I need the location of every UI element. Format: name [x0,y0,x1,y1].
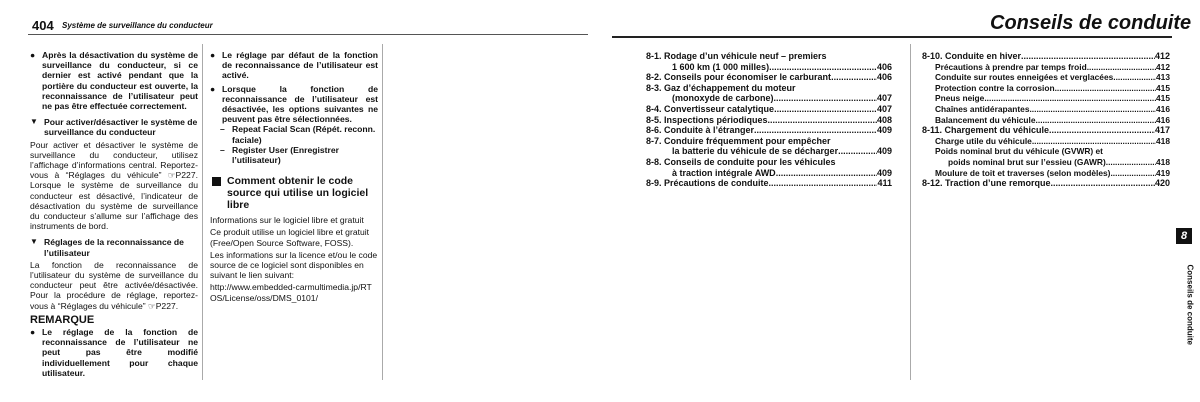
toc-entry-page: 411 [877,178,892,189]
toc-entry-label: Conduite sur routes enneigées et verglacées [935,72,1114,83]
toc-entry-page: 415 [1156,93,1170,104]
toc-entry-page: 413 [1156,72,1170,83]
toc-entry [922,168,1170,179]
subsection-title: Pour activer/désactiver le système de surveillance du conducteur [44,117,198,138]
toc-entry-page: 412 [1156,61,1170,72]
toc-entry-page: 409 [876,125,892,136]
dash-item: – Repeat Facial Scan (Répét. reconn. faciale) [220,124,378,144]
toc-entry-label: 8-9. Précautions de conduite [646,178,769,189]
toc-leader-dots [769,62,877,73]
toc-leader-dots [1029,104,1156,115]
toc-leader-dots [838,146,877,157]
toc-entry-label: à traction intégrale AWD [672,167,776,178]
toc-entry-page: 409 [876,146,892,157]
toc-entry-label: la batterie du véhicule de se décharger [672,146,839,157]
toc-entry [922,146,1170,157]
toc-leader-dots [831,72,877,83]
toc-entry [646,104,892,115]
toc-leader-dots [1051,178,1155,189]
heading-text: Comment obtenir le code source qui utilise un logiciel libre [227,175,369,212]
toc-entry-label: Charge utile du véhicule [935,135,1032,146]
toc-leader-dots [768,115,877,126]
toc-entry-page: 412 [1154,51,1170,61]
toc-entry-page: 408 [876,114,892,125]
toc-entry-label: 1 600 km (1 000 milles) [672,61,770,72]
toc-leader-dots [776,168,877,179]
column-divider [910,44,911,380]
toc-entry-page: 419 [1156,167,1170,178]
bullet-icon: ● [210,50,216,60]
toc-entry-label: 8-2. Conseils pour économiser le carburant [646,72,832,83]
toc-entry-label: 8-3. Gaz d’échappement du moteur [646,82,796,93]
toc-entry-page: 406 [876,72,892,83]
subsection-title: Réglages de la reconnaissance de l’utilisateur [44,237,184,258]
toc-leader-dots [984,93,1156,104]
toc-entry-label: 8-4. Convertisseur catalytique [646,103,775,114]
triangle-down-icon: ▼ [30,237,38,247]
column-divider [202,44,203,380]
toc-leader-dots [1110,168,1156,179]
square-bullet-icon [212,177,221,186]
toc-entry [646,136,892,147]
toc-entry [922,115,1170,126]
paragraph: Les informations sur la licence et/ou le code source de ce logiciel sont disponibles en suivant le lien suivant: [210,249,378,281]
toc-leader-dots [774,104,877,115]
bullet-item [30,50,198,111]
bullet-item [210,84,378,125]
toc-leader-dots [774,93,877,104]
page-number: 404 [32,18,54,33]
dash-item: – Register User (Enregistrer l’utilisateur) [220,145,378,165]
column-divider [382,44,383,380]
toc-entry-page: 409 [876,167,892,178]
toc-entry-label: Balancement du véhicule [935,114,1036,125]
toc-leader-dots [1113,72,1156,83]
paragraph: La fonction de reconnaissance de l’utilisateur du système de surveillance du conducteur peut être activée/désactivée. Pour la procédure de réglage, reportez-vous à “Réglages du véhicule” ☞P227. [30,259,198,311]
toc-entry-label: 8-1. Rodage d’un véhicule neuf – premiers [646,51,827,61]
toc-leader-dots [754,125,877,136]
toc-entry [646,168,892,179]
toc-entry [922,62,1170,73]
toc-entry [646,83,892,94]
left-column-2 [210,50,378,305]
toc-leader-dots [1021,51,1155,62]
toc-entry-page: 420 [1154,178,1170,189]
toc-entry [922,157,1170,168]
toc-entry-page: 406 [876,61,892,72]
section-title: Système de surveillance du conducteur [62,21,213,30]
toc-leader-dots [1036,115,1156,126]
toc-entry-label: (monoxyde de carbone) [672,93,774,104]
toc-entry [922,104,1170,115]
toc-entry-label: Pneus neige [935,93,985,104]
toc-entry-page: 417 [1154,125,1170,136]
header-rule [28,34,588,35]
toc-leader-dots [1049,125,1155,136]
toc-entry-page: 415 [1156,82,1170,93]
toc-entry-page: 418 [1156,156,1170,167]
paragraph: Informations sur le logiciel libre et gratuit [210,215,364,226]
toc-entry-page: 407 [876,93,892,104]
toc-entry-label: 8-10. Conduite en hiver [922,51,1022,61]
toc-column-2 [922,51,1170,189]
toc-leader-dots [1087,62,1156,73]
bullet-text: Après la désactivation du système de surveillance du conducteur, si ce dernier est activé pendant que la portière du conducteur est ouverte, la reconnaissance de l’utilisateur peut ne pas être effectuée correctement. [42,50,198,112]
toc-entry-page: 418 [1156,135,1170,146]
bullet-icon: ● [210,83,216,94]
toc-entry-label: 8-12. Traction d’une remorque [922,178,1051,189]
bullet-icon: ● [30,50,36,60]
toc-entry-label: Moulure de toit et traverses (selon modèles) [935,167,1111,178]
toc-entry-label: 8-6. Conduite à l’étranger [646,125,755,136]
toc-entry [646,178,892,189]
toc-entry [922,72,1170,83]
triangle-down-icon: ▼ [30,117,38,127]
bullet-text: Lorsque la fonction de reconnaissance de l’utilisateur est désactivée, les options suivantes ne peuvent pas être sélectionnées. [222,83,378,125]
dash-text: Repeat Facial Scan (Répét. reconn. faciale) [232,124,376,145]
toc-entry [922,51,1170,62]
toc-entry [922,136,1170,147]
toc-entry-page: 407 [876,103,892,114]
toc-entry-label: Protection contre la corrosion [935,82,1055,93]
paragraph: Pour activer et désactiver le système de surveillance du conducteur, utilisez l’affichage d’informations central. Reportez-vous à “Réglages du véhicule” ☞P227. Lorsque le système de surveillance du conducteur est désactivé, l’indicateur de désactivation du système de surveillance du conducteur s’allume sur l’affichage des instruments de bord. [30,139,198,232]
toc-entry-label: 8-8. Conseils de conduite pour les véhicules [646,156,836,167]
toc-entry [922,93,1170,104]
toc-entry [646,62,892,73]
toc-entry-label: poids nominal brut sur l’essieu (GAWR) [948,156,1106,167]
header-rule [612,36,1172,38]
toc-entry-label: 8-7. Conduire fréquemment pour empêcher [646,135,831,146]
license-link: http://www.embedded-carmultimedia.jp/RTOS/License/oss/DMS_0101/ [210,282,372,303]
toc-entry-label: 8-5. Inspections périodiques [646,114,768,125]
toc-entry [646,146,892,157]
bullet-icon: ● [30,327,36,338]
toc-entry [646,157,892,168]
toc-entry [646,125,892,136]
toc-leader-dots [1055,83,1156,94]
toc-column-1 [646,51,892,189]
bullet-item [210,50,378,81]
toc-entry-label: 8-11. Chargement du véhicule [922,125,1050,136]
chapter-tab: 8 [1176,228,1192,244]
toc-entry [922,125,1170,136]
toc-entry-page: 416 [1156,114,1170,125]
subsection-heading [30,117,198,137]
toc-entry [646,51,892,62]
toc-entry [646,72,892,83]
subsection-heading [30,237,198,257]
bullet-item [30,327,198,378]
toc-entry [646,93,892,104]
toc-entry [646,115,892,126]
toc-entry-label: Chaînes antidérapantes [935,103,1030,114]
toc-entry [922,178,1170,189]
side-chapter-label: Conseils de conduite [1185,264,1195,345]
chapter-title: Conseils de conduite [990,12,1192,34]
paragraph: Ce produit utilise un logiciel libre et gratuit (Free/Open Source Software, FOSS). [210,227,370,248]
toc-entry-label: Précautions à prendre par temps froid [935,61,1087,72]
dash-text: Register User (Enregistrer l’utilisateur) [232,144,339,166]
toc-leader-dots [1106,157,1156,168]
toc-entry-page: 416 [1156,103,1170,114]
toc-leader-dots [769,178,878,189]
left-column-1 [30,50,198,381]
toc-entry-label: Poids nominal brut du véhicule (GVWR) et [935,146,1103,157]
bullet-text: Le réglage de la fonction de reconnaissance de l’utilisateur ne peut pas être modifié individuellement pour chaque utilisateur. [42,327,198,378]
remark-title: REMARQUE [30,313,95,326]
bullet-text: Le réglage par défaut de la fonction de reconnaissance de l’utilisateur est activé. [222,50,378,81]
section-heading [210,175,378,211]
toc-leader-dots [1032,136,1156,147]
toc-entry [922,83,1170,94]
